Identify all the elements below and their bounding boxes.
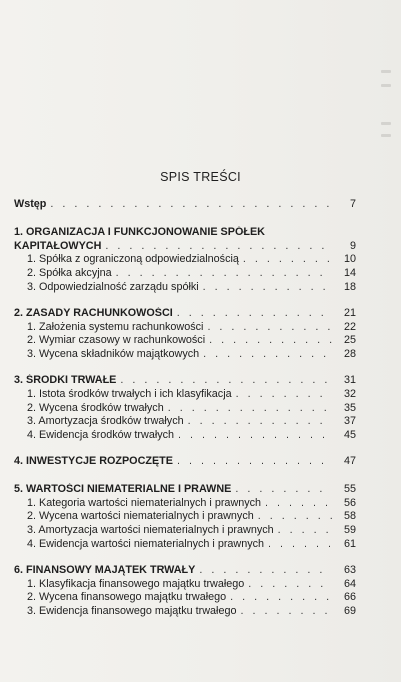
dot-leader bbox=[243, 253, 332, 265]
toc-section-label: 1. Założenia systemu rachunkowości bbox=[27, 320, 204, 333]
toc-section bbox=[14, 510, 356, 524]
dot-leader bbox=[120, 374, 332, 386]
dot-leader bbox=[209, 334, 332, 346]
toc-page-number: 66 bbox=[343, 591, 356, 604]
toc-page-number: 9 bbox=[349, 239, 356, 252]
dot-leader bbox=[265, 497, 332, 509]
toc-section bbox=[14, 253, 356, 267]
bleed-through-mark bbox=[381, 84, 391, 87]
toc-chapter-label: 6. FINANSOWY MAJĄTEK TRWAŁY bbox=[14, 563, 196, 576]
dot-leader bbox=[105, 240, 332, 252]
toc-page-number: 35 bbox=[343, 401, 356, 414]
dot-leader bbox=[178, 429, 332, 441]
page-title: SPIS TREŚCI bbox=[160, 170, 241, 184]
toc-section bbox=[14, 321, 356, 335]
toc-page-number: 28 bbox=[343, 348, 356, 361]
toc-chapter-heading bbox=[14, 374, 356, 388]
dot-leader bbox=[203, 348, 332, 360]
dot-leader bbox=[240, 605, 332, 617]
toc-page-number: 56 bbox=[343, 496, 356, 509]
toc-section bbox=[14, 402, 356, 416]
toc-chapter-label: 5. WARTOŚCI NIEMATERIALNE I PRAWNE bbox=[14, 482, 232, 495]
dot-leader bbox=[116, 267, 332, 279]
toc-section-label: 3. Amortyzacja wartości niematerialnych i prawnych bbox=[27, 524, 274, 537]
dot-leader bbox=[177, 455, 332, 467]
toc-section bbox=[14, 538, 356, 552]
toc-section-label: 1. Istota środków trwałych i ich klasyfikacja bbox=[27, 387, 232, 400]
dot-leader bbox=[268, 538, 332, 550]
dot-leader bbox=[236, 388, 332, 400]
dot-leader bbox=[248, 578, 332, 590]
dot-leader bbox=[50, 198, 332, 210]
table-of-contents bbox=[14, 198, 356, 619]
dot-leader bbox=[168, 402, 332, 414]
dot-leader bbox=[177, 307, 332, 319]
bleed-through-mark bbox=[381, 70, 391, 73]
toc-section bbox=[14, 591, 356, 605]
toc-chapter-label: 2. ZASADY RACHUNKOWOŚCI bbox=[14, 306, 173, 319]
toc-chapter-heading bbox=[14, 483, 356, 497]
toc-page-number: 7 bbox=[349, 198, 356, 210]
dot-leader bbox=[258, 510, 332, 522]
toc-page-number: 14 bbox=[343, 267, 356, 280]
toc-page-number: 21 bbox=[343, 306, 356, 319]
dot-leader bbox=[188, 415, 332, 427]
toc-page-number: 63 bbox=[343, 563, 356, 576]
toc-chapter-label-cont: KAPITAŁOWYCH bbox=[14, 239, 102, 252]
toc-section-label: 2. Wycena środków trwałych bbox=[27, 401, 164, 414]
dot-leader bbox=[230, 591, 332, 603]
toc-section-label: 3. Ewidencja finansowego majątku trwałego bbox=[27, 605, 237, 618]
bleed-through-mark bbox=[381, 122, 391, 125]
toc-chapter-heading bbox=[14, 564, 356, 578]
toc-entry-intro bbox=[14, 198, 356, 212]
toc-section bbox=[14, 429, 356, 443]
toc-section-label: 3. Odpowiedzialność zarządu spółki bbox=[27, 280, 199, 293]
toc-section bbox=[14, 415, 356, 429]
toc-page-number: 55 bbox=[343, 482, 356, 495]
toc-page-number: 10 bbox=[343, 253, 356, 266]
toc-section bbox=[14, 605, 356, 619]
toc-section bbox=[14, 497, 356, 511]
toc-chapter-heading bbox=[14, 307, 356, 321]
toc-page-number: 31 bbox=[343, 373, 356, 386]
toc-section-label: 1. Spółka z ograniczoną odpowiedzialnością bbox=[27, 253, 239, 266]
toc-page-number: 58 bbox=[343, 510, 356, 523]
toc-page-number: 25 bbox=[343, 334, 356, 347]
toc-chapter-label: 3. ŚRODKI TRWAŁE bbox=[14, 373, 117, 386]
toc-chapter-label: 4. INWESTYCJE ROZPOCZĘTE bbox=[14, 454, 173, 467]
toc-section bbox=[14, 524, 356, 538]
toc-page-number: 22 bbox=[343, 320, 356, 333]
dot-leader bbox=[278, 524, 332, 536]
dot-leader bbox=[203, 281, 332, 293]
toc-page-number: 45 bbox=[343, 429, 356, 442]
toc-page-number: 37 bbox=[343, 415, 356, 428]
toc-section bbox=[14, 334, 356, 348]
dot-leader bbox=[235, 483, 332, 495]
toc-section bbox=[14, 578, 356, 592]
toc-section bbox=[14, 388, 356, 402]
toc-section-label: 1. Kategoria wartości niematerialnych i prawnych bbox=[27, 496, 262, 509]
bleed-through-mark bbox=[381, 134, 391, 137]
toc-page-number: 47 bbox=[343, 454, 356, 467]
toc-section bbox=[14, 348, 356, 362]
toc-chapter-heading-cont bbox=[14, 240, 356, 254]
toc-section-label: 1. Klasyfikacja finansowego majątku trwałego bbox=[27, 577, 245, 590]
dot-leader bbox=[199, 564, 332, 576]
toc-section-label: 3. Amortyzacja środków trwałych bbox=[27, 415, 184, 428]
toc-section-label: 4. Ewidencja środków trwałych bbox=[27, 429, 175, 442]
toc-page-number: 59 bbox=[343, 524, 356, 537]
toc-chapter-label: 1. ORGANIZACJA I FUNKCJONOWANIE SPÓŁEK bbox=[14, 225, 265, 238]
toc-page-number: 61 bbox=[343, 537, 356, 550]
dot-leader bbox=[207, 321, 332, 333]
toc-page-number: 64 bbox=[343, 577, 356, 590]
toc-chapter-heading bbox=[14, 455, 356, 469]
toc-page-number: 69 bbox=[343, 605, 356, 618]
toc-chapter-heading bbox=[14, 226, 356, 240]
toc-section-label: 2. Wycena wartości niematerialnych i prawnych bbox=[27, 510, 254, 523]
toc-section bbox=[14, 267, 356, 281]
toc-section-label: 3. Wycena składników majątkowych bbox=[27, 348, 200, 361]
toc-section-label: 2. Wymiar czasowy w rachunkowości bbox=[27, 334, 206, 347]
toc-entry-label: Wstęp bbox=[14, 198, 47, 210]
toc-section-label: 4. Ewidencja wartości niematerialnych i prawnych bbox=[27, 537, 265, 550]
toc-section-label: 2. Spółka akcyjna bbox=[27, 267, 112, 280]
toc-section-label: 2. Wycena finansowego majątku trwałego bbox=[27, 591, 227, 604]
toc-section bbox=[14, 281, 356, 295]
toc-page-number: 18 bbox=[343, 280, 356, 293]
toc-page-number: 32 bbox=[343, 387, 356, 400]
